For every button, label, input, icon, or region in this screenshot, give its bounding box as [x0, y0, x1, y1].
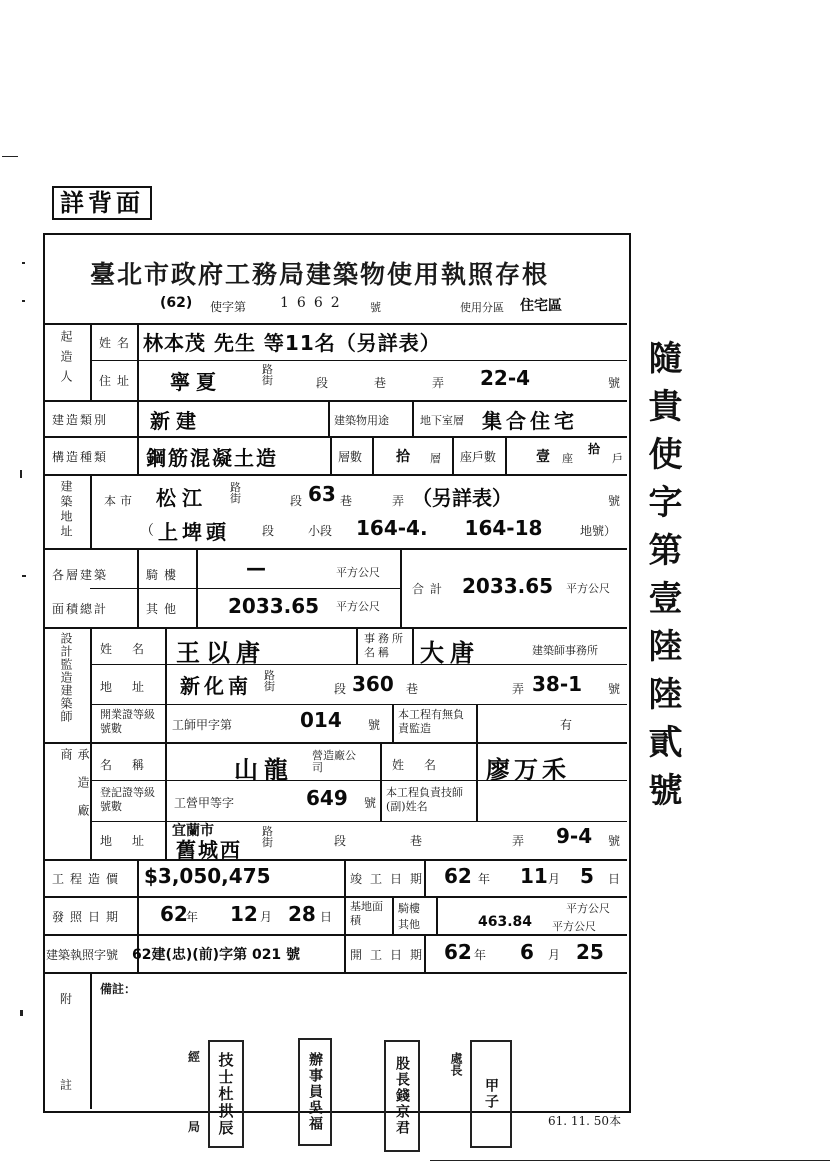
issue-day: 28	[288, 902, 316, 926]
rule	[90, 360, 627, 361]
stamp-technician: 技士杜拱辰	[208, 1040, 244, 1148]
location-land-section: 上埤頭	[158, 520, 230, 544]
households-value: 拾	[588, 442, 601, 456]
margin-note: 隨貴使字第壹陸陸貳號	[642, 340, 682, 820]
location-number-word: 號	[608, 494, 621, 508]
contractor-alley-word: 弄	[512, 834, 525, 848]
location-road-label: 路街	[230, 481, 241, 505]
designer-office-value: 大唐	[420, 639, 480, 667]
rule	[90, 323, 92, 400]
rule	[400, 548, 402, 627]
rule	[43, 742, 627, 744]
contractor-person-label: 姓名	[392, 758, 457, 772]
scan-speck	[430, 1160, 830, 1161]
issue-day-word: 日	[320, 910, 333, 924]
location-section-word-2: 段	[262, 524, 275, 538]
contractor-person-value: 廖万禾	[486, 756, 570, 784]
rule	[43, 859, 627, 861]
owner-lane-word: 巷	[374, 376, 387, 390]
start-month-word: 月	[548, 948, 561, 962]
owner-address-label: 住址	[99, 374, 136, 388]
permit-label: 建築執照字號	[46, 948, 119, 962]
rule	[43, 474, 627, 476]
designer-alley-word: 弄	[512, 682, 525, 696]
rule	[43, 436, 627, 438]
start-month: 6	[520, 940, 534, 964]
area-unit-2: 平方公尺	[336, 600, 380, 613]
contractor-address-road: 舊城西	[176, 838, 242, 862]
location-lane-word: 巷	[340, 494, 353, 508]
site-arcade-label: 騎樓	[398, 902, 420, 915]
site-other-value: 463.84	[478, 914, 533, 930]
notes-side-bottom: 註	[60, 1078, 73, 1092]
rule	[43, 323, 627, 325]
location-lot-word: 地號）	[580, 524, 617, 538]
rule	[90, 474, 92, 548]
designer-license-label: 開業證等級號數	[100, 708, 155, 735]
rule	[43, 400, 627, 402]
rule	[344, 859, 346, 896]
rule	[43, 627, 627, 629]
contractor-reg-suffix: 號	[364, 796, 377, 810]
floors-label: 層數	[338, 450, 363, 464]
license-year: (62)	[160, 295, 193, 311]
location-paren: （	[140, 523, 154, 539]
completion-year: 62	[444, 864, 472, 888]
designer-address-road: 新化南	[180, 674, 252, 698]
issue-month-word: 月	[260, 910, 273, 924]
contractor-tech-label: 本工程負責技師(副)姓名	[386, 786, 463, 813]
issue-year-word: 年	[186, 910, 199, 924]
area-unit-1: 平方公尺	[336, 566, 380, 579]
rule	[380, 742, 382, 821]
contractor-reg-grade: 工營甲等字	[174, 796, 235, 810]
license-line	[160, 295, 620, 319]
area-unit-3: 平方公尺	[566, 582, 610, 595]
location-small-section: 小段	[308, 524, 333, 538]
rule	[90, 664, 627, 665]
owner-alley-word: 弄	[432, 376, 445, 390]
use-value: 集合住宅	[482, 409, 578, 433]
location-lot-values: 164-4. 164-18	[356, 516, 543, 540]
rule	[196, 548, 198, 627]
rule	[344, 934, 346, 972]
location-lane-value: 63	[308, 482, 336, 506]
scan-speck	[20, 470, 22, 478]
scan-speck	[22, 575, 26, 577]
area-label-1: 各層建築	[52, 568, 109, 582]
completion-year-word: 年	[478, 872, 491, 886]
contractor-name-label: 名稱	[100, 758, 165, 772]
rule	[392, 704, 394, 742]
site-unit-2: 平方公尺	[552, 920, 596, 933]
issue-month: 12	[230, 902, 258, 926]
designer-license-number: 014	[300, 708, 342, 732]
footer-print-info: 61. 11. 50本	[548, 1114, 622, 1128]
rule	[476, 742, 478, 821]
stamp-left-bottom: 局	[188, 1120, 201, 1134]
notes-side-top: 附	[60, 992, 73, 1006]
designer-license-suffix: 號	[368, 718, 381, 732]
owner-section-word: 段	[316, 376, 329, 390]
designer-number-word: 號	[608, 682, 621, 696]
completion-day: 5	[580, 864, 594, 888]
owner-number-value: 22-4	[480, 366, 531, 390]
license-number: 1662	[280, 295, 348, 311]
scan-speck	[2, 156, 18, 157]
rule	[505, 436, 507, 474]
rule	[43, 896, 627, 898]
category-value: 新建	[150, 409, 202, 433]
issue-year: 62	[160, 902, 188, 926]
site-label: 基地面積	[350, 900, 383, 927]
rule	[43, 972, 627, 974]
rule	[90, 821, 627, 822]
completion-month: 11	[520, 864, 548, 888]
rule	[137, 323, 139, 400]
rule	[43, 934, 627, 936]
designer-section-label: 設計監造建築師	[59, 632, 73, 723]
cost-label: 工程造價	[52, 872, 125, 886]
notes-label: 備註：	[100, 982, 137, 996]
location-section-label: 建築地址	[59, 480, 73, 540]
rule	[372, 436, 374, 474]
floors-unit: 層	[430, 452, 441, 465]
designer-supervisor-value: 有	[560, 718, 573, 732]
location-road-value: 松江	[156, 486, 208, 510]
location-section-word: 段	[290, 494, 303, 508]
contractor-lane-word: 巷	[410, 834, 423, 848]
designer-supervisor-label: 本工程有無負責監造	[398, 708, 464, 735]
zone-label: 使用分區	[460, 301, 504, 314]
households-unit: 戶	[612, 452, 623, 465]
contractor-reg-number: 649	[306, 786, 348, 810]
owner-road-label: 路街	[262, 363, 273, 387]
designer-license-grade: 工師甲字第	[172, 718, 233, 732]
area-arcade-value: —	[246, 556, 274, 580]
designer-section-word: 段	[334, 682, 347, 696]
completion-month-word: 月	[548, 872, 561, 886]
rule	[392, 896, 394, 934]
rule	[90, 972, 92, 1109]
units-value: 壹	[536, 449, 550, 465]
rule	[356, 627, 358, 664]
location-alley-value: （另詳表）	[412, 486, 512, 510]
start-label: 開工日期	[350, 948, 431, 962]
contractor-number-value: 9-4	[556, 824, 593, 848]
contractor-section-word: 段	[334, 834, 347, 848]
contractor-address-city: 宜蘭市	[172, 823, 214, 839]
rule	[452, 436, 454, 474]
designer-lane-value: 360	[352, 672, 394, 696]
contractor-section-label: 承造廠商	[59, 748, 90, 832]
owner-name-value: 林本茂 先生 等11名（另詳表）	[143, 331, 441, 355]
rule	[344, 896, 346, 934]
start-year: 62	[444, 940, 472, 964]
zone-value: 住宅區	[520, 298, 562, 314]
rule	[412, 627, 414, 664]
use-label: 建築物用途	[334, 414, 389, 427]
completion-label: 竣工日期	[350, 872, 431, 886]
designer-number-value: 38-1	[532, 672, 583, 696]
location-city: 本市	[104, 494, 137, 508]
owner-section-label: 起造人	[59, 330, 73, 390]
designer-name-value: 王以唐	[176, 639, 266, 667]
header-tag: 詳背面	[52, 186, 152, 220]
completion-day-word: 日	[608, 872, 621, 886]
structure-value: 鋼筋混凝土造	[146, 446, 278, 470]
designer-address-label: 地址	[100, 680, 165, 694]
owner-name-label: 姓名	[99, 336, 136, 350]
contractor-number-word: 號	[608, 834, 621, 848]
owner-address-street: 寧夏	[170, 370, 222, 394]
designer-name-label: 姓名	[100, 642, 165, 656]
stamp-left-top: 經	[188, 1050, 201, 1064]
issue-label: 發照日期	[52, 910, 125, 924]
cost-value: $3,050,475	[144, 864, 271, 888]
license-suffix: 號	[370, 301, 381, 314]
area-other-label: 其他	[146, 602, 183, 616]
rule	[90, 704, 627, 705]
area-total-value: 2033.65	[462, 574, 554, 598]
seat-unit: 座	[562, 452, 573, 465]
stamp-seal: 甲子	[470, 1040, 512, 1148]
contractor-name-value: 山龍	[234, 756, 294, 784]
designer-office-label: 事務所名稱	[364, 632, 406, 659]
stamp-chief: 股長錢京君	[384, 1040, 420, 1152]
start-year-word: 年	[474, 948, 487, 962]
area-other-value: 2033.65	[228, 594, 320, 618]
rule	[436, 896, 438, 934]
stamp-director: 處長	[449, 1052, 463, 1076]
category-label: 建造類別	[52, 413, 109, 427]
scan-speck	[22, 262, 25, 264]
contractor-name-suffix: 營造廠公司	[312, 749, 356, 774]
rule	[165, 627, 167, 859]
contractor-address-label: 地址	[100, 834, 165, 848]
area-total-label: 合計	[412, 582, 449, 596]
site-unit-1: 平方公尺	[566, 902, 610, 915]
stamp-clerk: 辦事員吳福	[298, 1038, 332, 1146]
scan-speck	[20, 1010, 23, 1016]
rule	[476, 704, 478, 742]
location-alley-word: 弄	[392, 494, 405, 508]
rule	[137, 400, 139, 474]
rule	[330, 436, 332, 474]
designer-lane-word: 巷	[406, 682, 419, 696]
form-title: 臺北市政府工務局建築物使用執照存根	[90, 260, 550, 289]
contractor-reg-label: 登記證等級號數	[100, 786, 155, 813]
rule	[137, 548, 139, 627]
floors-value: 拾	[396, 449, 410, 465]
structure-label: 構造種類	[52, 450, 109, 464]
owner-number-word: 號	[608, 376, 621, 390]
permit-value: 62建(忠)(前)字第 021 號	[132, 947, 301, 963]
license-type: 使字第	[210, 300, 247, 314]
area-label-2: 面積總計	[52, 602, 109, 616]
scan-speck	[22, 300, 25, 302]
area-arcade-label: 騎樓	[146, 568, 183, 582]
designer-road-label: 路街	[264, 669, 275, 693]
use-prefix: 地下室層	[420, 414, 464, 427]
rule	[328, 400, 330, 436]
contractor-road-label: 路街	[262, 825, 273, 849]
site-other-label: 其他	[398, 918, 420, 931]
rule	[43, 548, 627, 550]
start-day: 25	[576, 940, 604, 964]
designer-office-suffix: 建築師事務所	[532, 644, 598, 657]
rule	[412, 400, 414, 436]
units-label: 座戶數	[460, 450, 497, 464]
